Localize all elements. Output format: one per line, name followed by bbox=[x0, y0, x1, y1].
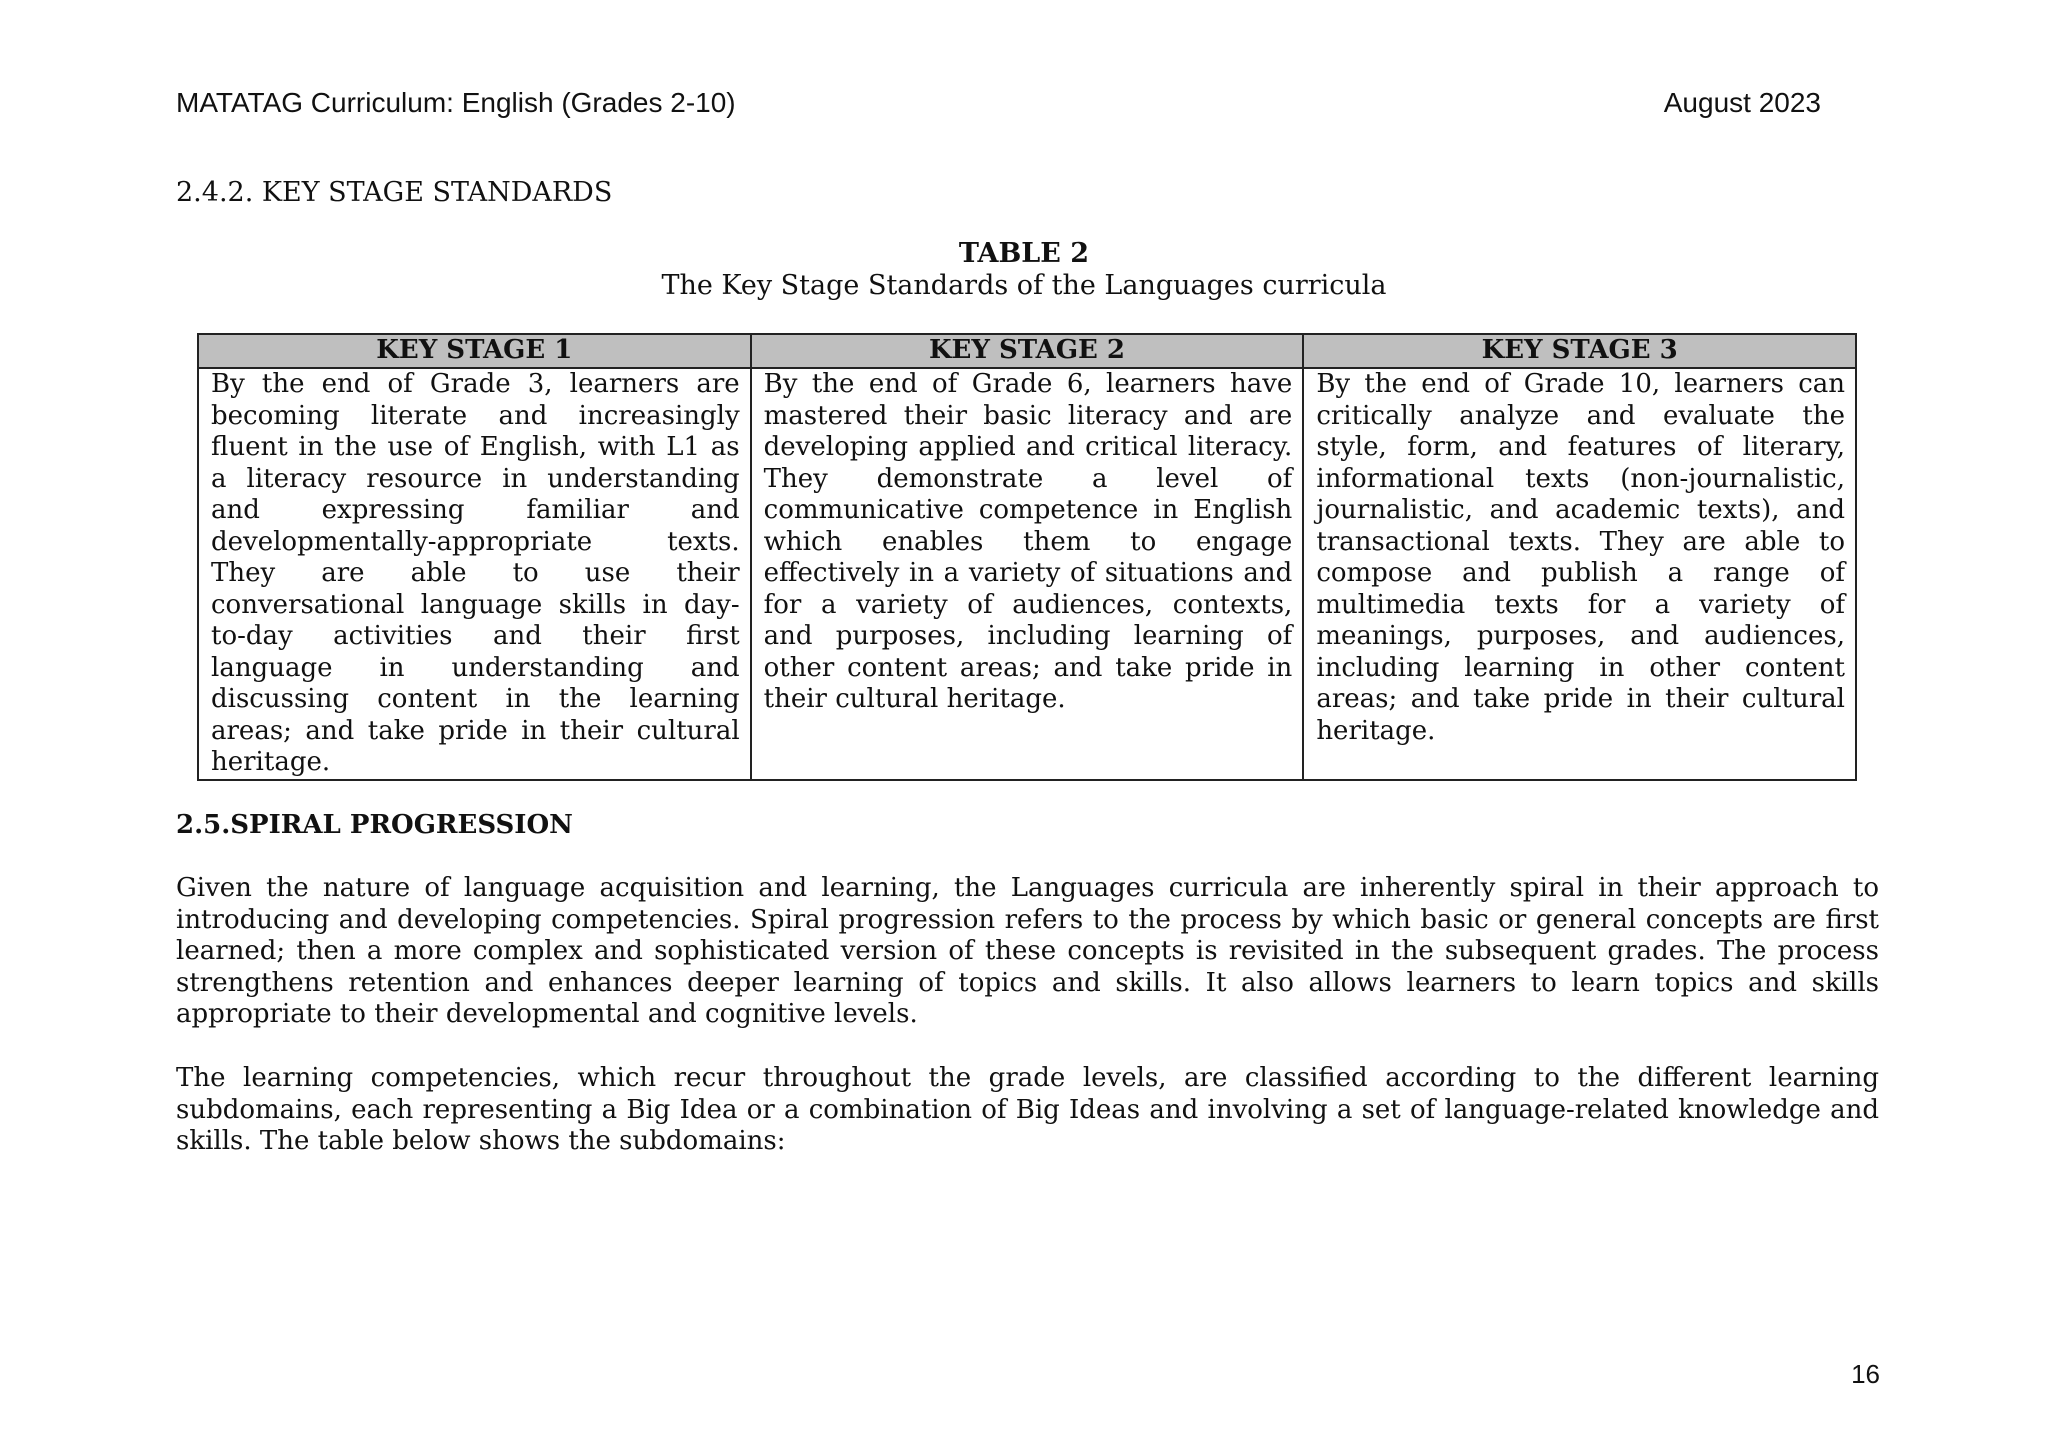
column-header-key-stage-3: KEY STAGE 3 bbox=[1303, 334, 1856, 368]
key-stage-standards-table bbox=[197, 333, 1857, 781]
table-header-row bbox=[198, 334, 1856, 368]
key-stage-1-standard: By the end of Grade 3, learners are becoming literate and increasingly fluent in the use of English, with L1 as a literacy resource in understanding and expressing familiar and developmentally-appropriate texts. They are able to use their conversational language skills in day-to-day activities and their first language in understanding and discussing content in the learning areas; and take pride in their cultural heritage. bbox=[198, 368, 751, 780]
column-header-key-stage-1: KEY STAGE 1 bbox=[198, 334, 751, 368]
page-number: 16 bbox=[1851, 1359, 1880, 1389]
document-header-title: MATATAG Curriculum: English (Grades 2-10) bbox=[176, 87, 736, 118]
table-title-block bbox=[0, 238, 2048, 302]
table-caption: The Key Stage Standards of the Languages curricula bbox=[661, 270, 1387, 301]
spiral-progression-heading: 2.5.SPIRAL PROGRESSION bbox=[176, 810, 573, 840]
key-stage-2-standard: By the end of Grade 6, learners have mastered their basic literacy and are developing applied and critical literacy. They demonstrate a level of communicative competence in English which enables them to engage effectively in a variety of situations and for a variety of audiences, contexts, and purposes, including learning of other content areas; and take pride in their cultural heritage. bbox=[751, 368, 1304, 780]
section-heading: 2.4.2. KEY STAGE STANDARDS bbox=[176, 177, 613, 208]
key-stage-3-standard: By the end of Grade 10, learners can critically analyze and evaluate the style, form, and features of literary, informational texts (non-journalistic, journalistic, and academic texts), and transactional texts. They are able to compose and publish a range of multimedia texts for a variety of meanings, purposes, and audiences, including learning in other content areas; and take pride in their cultural heritage. bbox=[1303, 368, 1856, 780]
body-paragraph: The learning competencies, which recur throughout the grade levels, are classified according to the different learning subdomains, each representing a Big Idea or a combination of Big Ideas and involving a set of language-related knowledge and skills. The table below shows the subdomains: bbox=[176, 1063, 1879, 1156]
column-header-key-stage-2: KEY STAGE 2 bbox=[751, 334, 1304, 368]
body-paragraph: Given the nature of language acquisition and learning, the Languages curricula are inherently spiral in their approach to introducing and developing competencies. Spiral progression refers to the process by which basic or general concepts are first learned; then a more complex and sophisticated version of these concepts is revisited in the subsequent grades. The process strengthens retention and enhances deeper learning of topics and skills. It also allows learners to learn topics and skills appropriate to their developmental and cognitive levels. bbox=[176, 873, 1879, 1029]
document-header-date: August 2023 bbox=[1663, 87, 1821, 118]
table-row bbox=[198, 368, 1856, 780]
table-label: TABLE 2 bbox=[958, 238, 1090, 269]
